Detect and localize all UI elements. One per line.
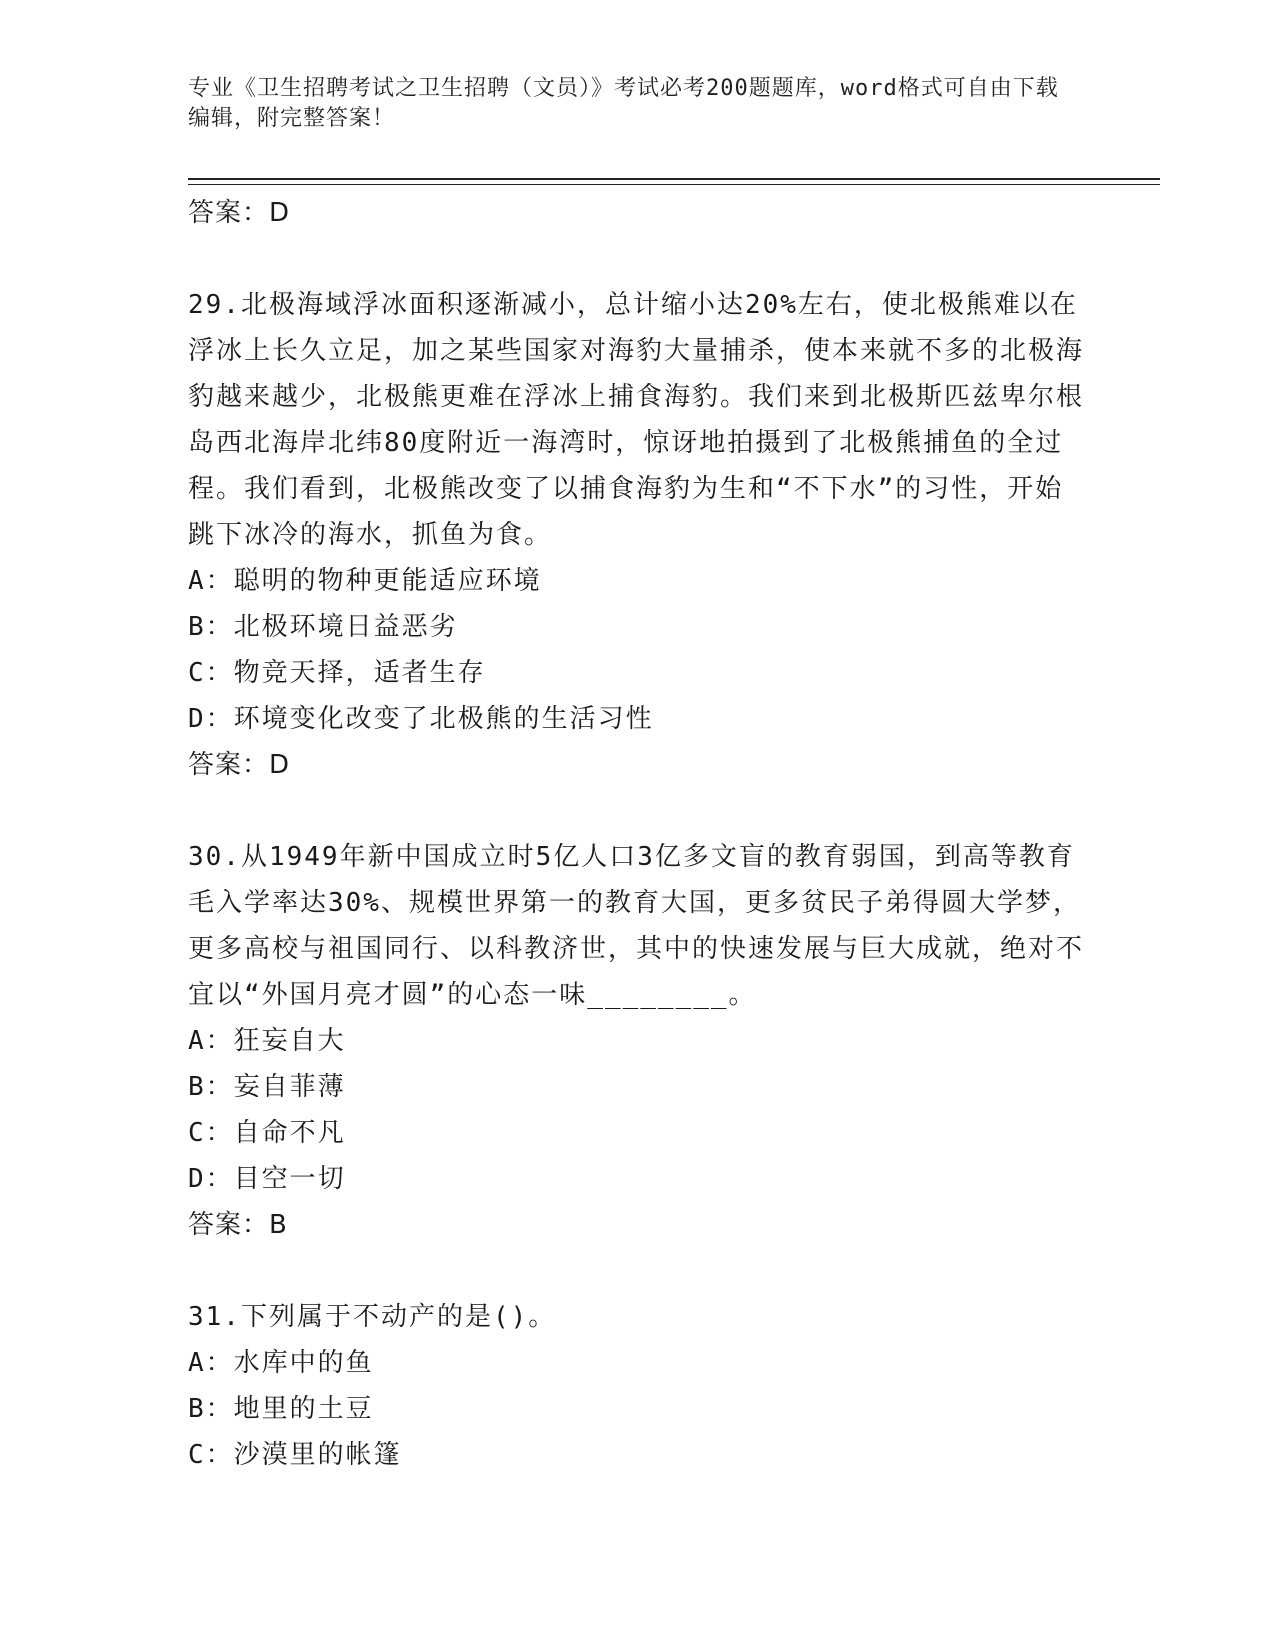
- option-a: A：聪明的物种更能适应环境: [188, 566, 542, 596]
- option-c: C：自命不凡: [188, 1118, 346, 1148]
- question-31: [188, 1294, 1088, 1478]
- option-b: B：妄自菲薄: [188, 1072, 346, 1102]
- header-divider-thick: [188, 178, 1160, 180]
- option-c: C：沙漠里的帐篷: [188, 1440, 402, 1470]
- header-divider-thin: [188, 184, 1160, 185]
- spacer: [188, 1248, 1088, 1294]
- document-header: 专业《卫生招聘考试之卫生招聘（文员）》考试必考200题题库，word格式可自由下载编辑，附完整答案！: [188, 76, 1059, 131]
- spacer: [188, 236, 1088, 282]
- answer-line: 答案：B: [188, 1210, 288, 1240]
- answer-line: 答案：D: [188, 750, 291, 780]
- option-d: D：目空一切: [188, 1164, 346, 1194]
- option-b: B：地里的土豆: [188, 1394, 374, 1424]
- answer-line: 答案：D: [188, 198, 291, 228]
- question-stem: 29.北极海域浮冰面积逐渐减小，总计缩小达20%左右，使北极熊难以在浮冰上长久立足，加之某些国家对海豹大量捕杀，使本来就不多的北极海豹越来越少，北极熊更难在浮冰上捕食海豹。我们来到北极斯匹兹卑尔根岛西北海岸北纬80度附近一海湾时，惊讶地拍摄到了北极熊捕鱼的全过程。我们看到，北极熊改变了以捕食海豹为生和“不下水”的习性，开始跳下冰冷的海水，抓鱼为食。: [188, 290, 1085, 550]
- document-content: [188, 190, 1088, 1478]
- question-stem: 30.从1949年新中国成立时5亿人口3亿多文盲的教育弱国，到高等教育毛入学率达30%、规模世界第一的教育大国，更多贫民子弟得圆大学梦，更多高校与祖国同行、以科教济世，其中的快速发展与巨大成就，绝对不宜以“外国月亮才圆”的心态一味________。: [188, 842, 1085, 1010]
- question-30: [188, 834, 1088, 1248]
- question-stem: 31.下列属于不动产的是()。: [188, 1302, 557, 1332]
- option-d: D：环境变化改变了北极熊的生活习性: [188, 704, 654, 734]
- spacer: [188, 788, 1088, 834]
- option-b: B：北极环境日益恶劣: [188, 612, 458, 642]
- option-c: C：物竞天择，适者生存: [188, 658, 486, 688]
- question-29: [188, 282, 1088, 788]
- option-a: A：狂妄自大: [188, 1026, 346, 1056]
- option-a: A：水库中的鱼: [188, 1348, 374, 1378]
